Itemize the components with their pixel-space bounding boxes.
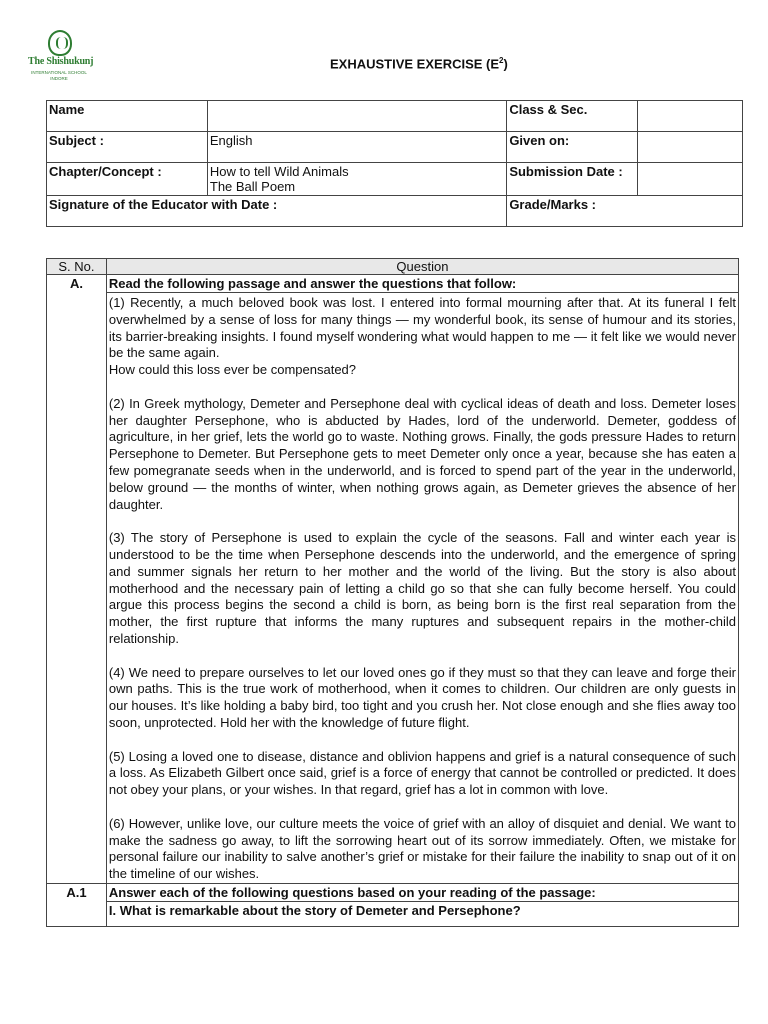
- info-row: [47, 163, 743, 196]
- given-on-field[interactable]: [638, 132, 743, 163]
- student-info-table: [46, 100, 743, 227]
- submission-label: Submission Date :: [507, 163, 638, 196]
- submission-field[interactable]: [638, 163, 743, 196]
- instruction-a1: Answer each of the following questions based on your reading of the passage:: [106, 883, 738, 901]
- school-logo: [28, 30, 94, 86]
- name-field[interactable]: [207, 101, 506, 132]
- question-1: I. What is remarkable about the story of Demeter and Persephone?: [106, 901, 738, 926]
- passage-para-2: (2) In Greek mythology, Demeter and Persephone deal with cyclical ideas of death and loss. Demeter loses her daughter Persephone, who is abducted by Hades, lord of the underworld. Demeter, goddess of agriculture, in her grief, lets the world go to waste. Nothing grows. Finally, the gods pressure Hades to return Persephone to Demeter. But Persephone gets to meet Demeter only once a year, because she has eaten a few pomegranate seeds when in the underworld, and is forced to spend part of the year in the underworld, below ground — the months of winter, when nothing grows again, as Demeter grieves the absence of her daughter.: [108, 395, 736, 512]
- page-title: EXHAUSTIVE EXERCISE $(E^2)$: [330, 56, 508, 72]
- school-subtitle: INTERNATIONAL SCHOOL: [31, 70, 87, 75]
- passage-para-4: (4) We need to prepare ourselves to let our loved ones go if they must so that they can leave and forge their own paths. This is the true work of motherhood, when it comes to children. Our children are only guests in our houses. It’s like holding a baby bird, too tight and you crush her. Not close enough and she flies away too soon, unprotected. Hold her with the knowledge of future flight.: [108, 664, 736, 730]
- school-name: The Shishukunj: [28, 56, 94, 67]
- table-row: [47, 293, 739, 884]
- name-label: Name: [47, 101, 208, 132]
- subject-label: Subject :: [47, 132, 208, 163]
- class-field[interactable]: [638, 101, 743, 132]
- info-row: [47, 101, 743, 132]
- chapter-label: Chapter/Concept :: [47, 163, 208, 196]
- sno-a1: A.1: [47, 883, 107, 926]
- school-city: INDORE: [50, 76, 68, 81]
- given-on-label: Given on:: [507, 132, 638, 163]
- passage-para-3: (3) The story of Persephone is used to explain the cycle of the seasons. Fall and winter each year is understood to be the time when Persephone descends into the underworld, and the emergence of spring and summer signals her return to her mother and the world of the living. But the story is also about motherhood and the necessary pain of letting a child go so that she can fully become herself. You could argue this process begins the second a child is born, as being born is the first real separation from the mother, the first rupture that informs the many ruptures and subsequent repairs in the mother-child relationship.: [108, 530, 736, 646]
- title-superscript: 2: [499, 56, 504, 65]
- info-row: [47, 196, 743, 227]
- grade-label: Grade/Marks :: [507, 196, 743, 227]
- col-question-header: Question: [106, 259, 738, 275]
- class-label: Class & Sec.: [507, 101, 638, 132]
- signature-label: Signature of the Educator with Date :: [47, 196, 507, 227]
- subject-value: English: [207, 132, 506, 163]
- table-row: [47, 883, 739, 901]
- school-emblem-icon: [48, 30, 72, 56]
- sno-a: A.: [47, 275, 107, 884]
- instruction-a: Read the following passage and answer the questions that follow:: [106, 275, 738, 293]
- info-row: [47, 132, 743, 163]
- passage-para-6: (6) However, unlike love, our culture meets the voice of grief with an alloy of disquiet and denial. We want to make the sadness go away, to lift the sorrowing heart out of its sorrow immediately. Often, we mistake for personal failure our inability to salve another’s grief or mistake for their failure the inability to snap out of it on the timeline of our wishes.: [108, 815, 736, 882]
- passage-para-1: (1) Recently, a much beloved book was lost. I entered into formal mourning after that. At its funeral I felt overwhelmed by a sense of loss for many things — my wonderful book, its sense of humour and its stories, its barrier-breaking insights. I found myself wondering what would happen to me — it felt like we would never be the same again. How could this loss ever be compensated?: [108, 295, 736, 378]
- table-header-row: [47, 259, 739, 275]
- chapter-value: How to tell Wild Animals The Ball Poem: [207, 163, 506, 196]
- table-row: [47, 901, 739, 926]
- col-sno-header: S. No.: [47, 259, 107, 275]
- passage-para-5: (5) Losing a loved one to disease, distance and oblivion happens and grief is a natural consequence of such a loss. As Elizabeth Gilbert once said, grief is a force of energy that cannot be controlled or predicted. It does not obey your plans, or your wishes. In that regard, grief has a lot in common with love.: [108, 748, 736, 798]
- question-table: [46, 258, 739, 927]
- table-row: [47, 275, 739, 293]
- passage: [106, 293, 738, 884]
